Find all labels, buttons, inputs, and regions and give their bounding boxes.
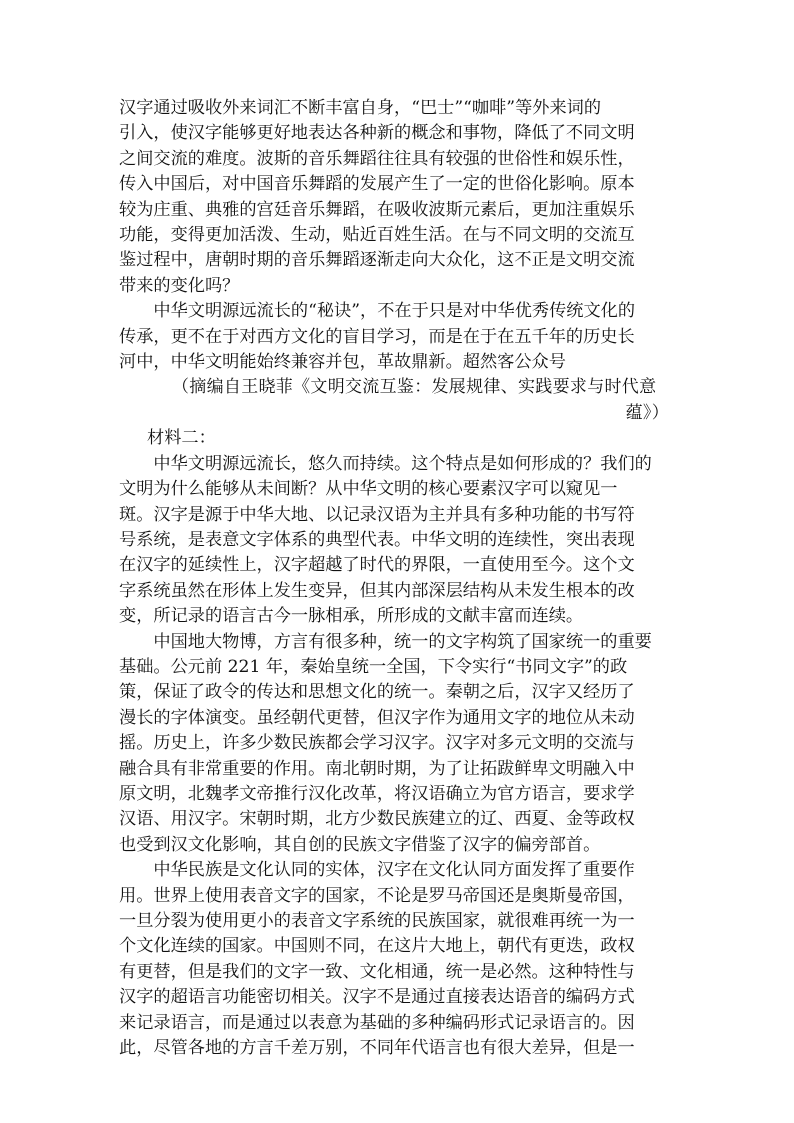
text-line: 用。世界上使用表音文字的国家，不论是罗马帝国还是奥斯曼帝国， [119,885,635,906]
text-line: 字系统虽然在形体上发生变异，但其内部深层结构从未发生根本的改 [119,580,635,601]
text-line: 鉴过程中，唐朝时期的音乐舞蹈逐渐走向大众化，这不正是文明交流 [119,250,635,271]
citation-line: 蕴》） [625,402,669,423]
text-line: 引入，使汉字能够更好地表达各种新的概念和事物，降低了不同文明 [119,123,635,144]
text-line: 也受到汉文化影响，其自创的民族文字借鉴了汉字的偏旁部首。 [119,834,601,855]
text-line: 中国地大物博，方言有很多种，统一的文字构筑了国家统一的重要 [153,631,652,652]
text-line: 河中，中华文明能始终兼容并包，革故鼎新。超然客公众号 [119,352,566,373]
text-line: 融合具有非常重要的作用。南北朝时期，为了让拓跋鲜卑文明融入中 [119,758,635,779]
text-line: 漫长的字体演变。虽经朝代更替，但汉字作为通用文字的地位从未动 [119,707,635,728]
text-line: 之间交流的难度。波斯的音乐舞蹈往往具有较强的世俗性和娱乐性， [119,148,635,169]
paragraph-secret-of-civilization [119,299,675,375]
text-line: 有更替，但是我们的文字一致、文化相通，统一是必然。这种特性与 [119,961,635,982]
paragraph-unification [119,630,675,859]
text-line: 较为庄重、典雅的宫廷音乐舞蹈，在吸收波斯元素后，更加注重娱乐 [119,199,635,220]
citation-line: （摘编自王晓菲《文明交流互鉴：发展规律、实践要求与时代意 [172,377,657,398]
document-page [119,96,675,1061]
text-line: 斑。汉字是源于中华大地、以记录汉语为主并具有多种功能的书写符 [119,504,635,525]
text-line: 传承，更不在于对西方文化的盲目学习，而是在于在五千年的历史长 [119,326,635,347]
text-line: 此，尽管各地的方言千差万别，不同年代语言也有很大差异，但是一 [119,1038,635,1059]
paragraph-foreign-loanwords [119,96,675,299]
text-line: 功能，变得更加活泼、生动，贴近百姓生活。在与不同文明的交流互 [119,225,635,246]
text-line: 原文明，北魏孝文帝推行汉化改革，将汉语确立为官方语言，要求学 [119,783,635,804]
text-line: 变，所记录的语言古今一脉相承，所形成的文献丰富而连续。 [119,606,584,627]
paragraph-cultural-identity [119,858,675,1061]
text-line: 摇。历史上，许多少数民族都会学习汉字。汉字对多元文明的交流与 [119,733,635,754]
text-line: 中华民族是文化认同的实体，汉字在文化认同方面发挥了重要作 [153,860,635,881]
paragraph-continuity [119,452,675,630]
text-line: 策，保证了政令的传达和思想文化的统一。秦朝之后，汉字又经历了 [119,682,635,703]
text-line: 来记录语言，而是通过以表意为基础的多种编码形式记录语言的。因 [119,1012,635,1033]
text-line: 个文化连续的国家。中国则不同，在这片大地上，朝代有更迭，政权 [119,936,635,957]
text-line: 汉字通过吸收外来词汇不断丰富自身，“巴士”“咖啡”等外来词的 [119,98,602,118]
text-line: 汉字的超语言功能密切相关。汉字不是通过直接表达语音的编码方式 [119,987,635,1008]
text-line: 汉语、用汉字。宋朝时期，北方少数民族建立的辽、西夏、金等政权 [119,809,635,830]
source-citation [119,375,675,426]
text-line: 一旦分裂为使用更小的表音文字系统的民族国家，就很难再统一为一 [119,911,635,931]
text-line: 号系统，是表意文字体系的典型代表。中华文明的连续性，突出表现 [119,529,635,550]
text-line: 中华文明源远流长，悠久而持续。这个特点是如何形成的？我们的 [153,453,652,474]
text-line: 基础。公元前 221 年，秦始皇统一全国，下令实行“书同文字”的政 [119,656,628,677]
text-line: 传入中国后，对中国音乐舞蹈的发展产生了一定的世俗化影响。原本 [119,174,635,195]
text-line: 带来的变化吗？ [119,275,240,296]
section-heading-material-2: 材料二： [147,428,216,449]
text-line: 文明为什么能够从未间断？从中华文明的核心要素汉字可以窥见一 [119,479,618,500]
text-line: 在汉字的延续性上，汉字超越了时代的界限，一直使用至今。这个文 [119,555,635,576]
text-line: 中华文明源远流长的“秘诀”，不在于只是对中华优秀传统文化的 [153,301,636,322]
